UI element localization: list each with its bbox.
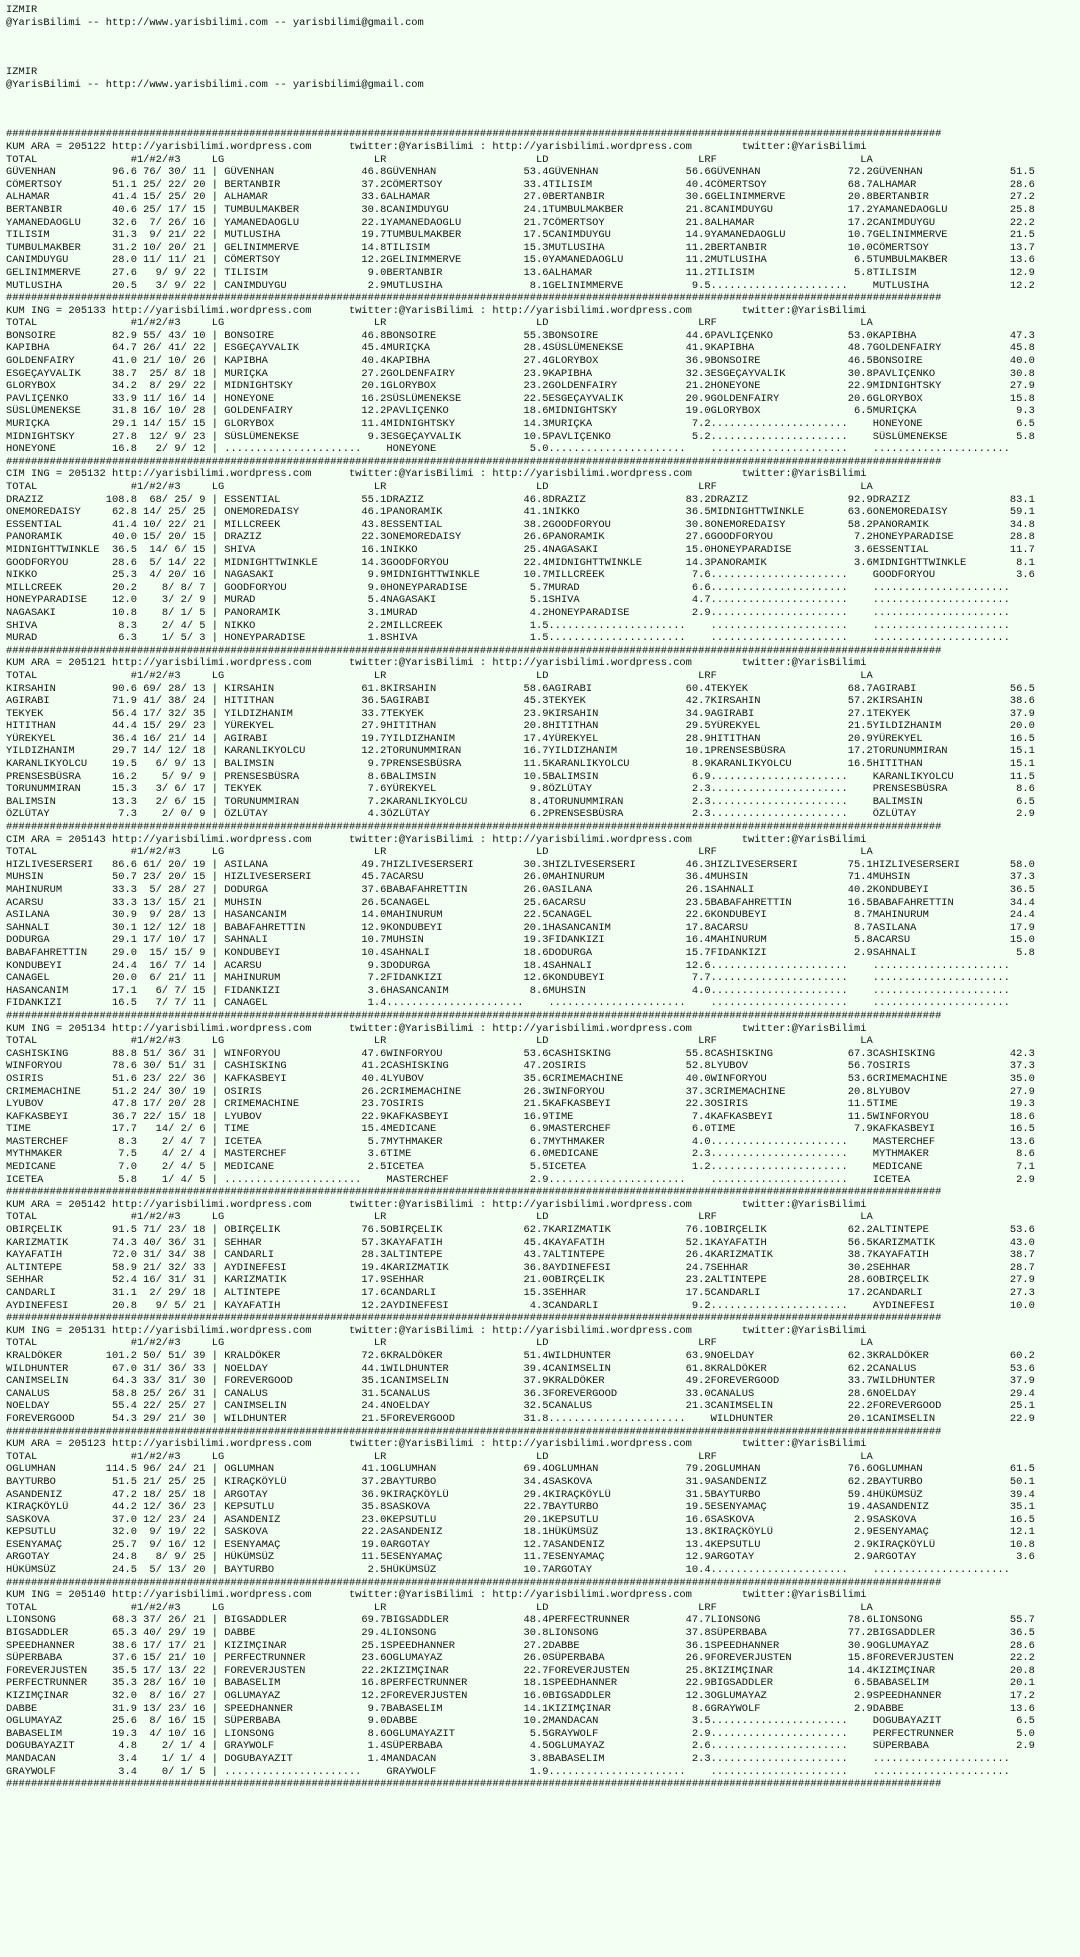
table-row: MUHSIN 50.7 23/ 20/ 15 | HIZLIVESERSERI 45.7ACARSU 26.0MAHINURUM 36.4MUHSIN 71.4MUHSIN 37.3 (6, 871, 1035, 884)
section-separator: ###################################################################################################################################################### (6, 1009, 942, 1022)
table-row: HASANCANIM 17.1 6/ 7/ 15 | FIDANKIZI 3.6HASANCANIM 8.6MUHSIN 4.0...................... ...................... (6, 984, 1010, 997)
table-row: YÜREKYEL 36.4 16/ 21/ 14 | AGIRABI 19.7YILDIZHANIM 17.4YÜREKYEL 28.9HITITHAN 20.9YÜREKYEL 16.5 (6, 732, 1035, 745)
table-row: CANAGEL 20.0 6/ 21/ 11 | MAHINURUM 7.2FIDANKIZI 12.6KONDUBEYI 7.7...................... ...................... (6, 972, 1010, 985)
table-row: MILLCREEK 20.2 8/ 8/ 7 | GOODFORYOU 9.0HONEYPARADISE 5.7MURAD 6.6...................... ...................... (6, 581, 1010, 594)
section-separator: ###################################################################################################################################################### (6, 128, 942, 141)
table-row: OBIRÇELIK 91.5 71/ 23/ 18 | OBIRÇELIK 76.5OBIRÇELIK 62.7KARIZMATIK 76.1OBIRÇELIK 62.2ALTINTEPE 53.6 (6, 1224, 1035, 1237)
table-row: KIRAÇKÖYLÜ 44.2 12/ 36/ 23 | KEPSUTLU 35.8SASKOVA 22.7BAYTURBO 19.5ESENYAMAÇ 19.4ASANDENIZ 35.1 (6, 1501, 1035, 1514)
table-row: CANALUS 58.8 25/ 26/ 31 | CANALUS 31.5CANALUS 36.3FOREVERGOOD 33.0CANALUS 28.6NOELDAY 29.4 (6, 1387, 1035, 1400)
column-header: TOTAL #1/#2/#3 LG LR LD LRF LA (6, 1450, 873, 1463)
table-row: NAGASAKI 10.8 8/ 1/ 5 | PANORAMIK 3.1MURAD 4.2HONEYPARADISE 2.9...................... ...................... (6, 606, 1010, 619)
table-row: MUTLUSIHA 20.5 3/ 9/ 22 | CANIMDUYGU 2.9MUTLUSIHA 8.1GELINIMMERVE 9.5...................... MUTLUSIHA 12.2 (6, 279, 1035, 292)
table-row: MASTERCHEF 8.3 2/ 4/ 7 | ICETEA 5.7MYTHMAKER 6.7MYTHMAKER 4.0...................... MASTERCHEF 13.6 (6, 1135, 1035, 1148)
section-separator: ###################################################################################################################################################### (6, 1186, 942, 1199)
table-row: HITITHAN 44.4 15/ 29/ 23 | YÜREKYEL 27.9HITITHAN 20.8HITITHAN 29.5YÜREKYEL 21.5YILDIZHANIM 20.0 (6, 720, 1035, 733)
table-row: BERTANBIR 40.6 25/ 17/ 15 | TUMBULMAKBER 30.8CANIMDUYGU 24.1TUMBULMAKBER 21.8CANIMDUYGU 17.2YAMANEDAOGLU 25.8 (6, 203, 1035, 216)
section-title: KUM ING = 205133 http://yarisbilimi.wordpress.com twitter:@YarisBilimi : http://yarisbilimi.wordpress.com twitter:@YarisBilimi (6, 304, 867, 317)
table-row: ESENYAMAÇ 25.7 9/ 16/ 12 | ESENYAMAÇ 19.0ARGOTAY 12.7ASANDENIZ 13.4KEPSUTLU 2.9KIRAÇKÖYLÜ 10.8 (6, 1538, 1035, 1551)
section-title: KUM ING = 205131 http://yarisbilimi.wordpress.com twitter:@YarisBilimi : http://yarisbilimi.wordpress.com twitter:@YarisBilimi (6, 1324, 867, 1337)
section-separator: ###################################################################################################################################################### (6, 821, 942, 834)
table-row: MANDACAN 3.4 1/ 1/ 4 | DOGUBAYAZIT 1.4MANDACAN 3.8BABASELIM 2.3...................... ...................... (6, 1752, 1010, 1765)
column-header: TOTAL #1/#2/#3 LG LR LD LRF LA (6, 1337, 873, 1350)
table-row: FIDANKIZI 16.5 7/ 7/ 11 | CANAGEL 1.4...................... ...................... ...................... ...................... (6, 997, 1010, 1010)
table-row: CASHISKING 88.8 51/ 36/ 31 | WINFORYOU 47.6WINFORYOU 53.6CASHISKING 55.8CASHISKING 67.3CASHISKING 42.3 (6, 1047, 1035, 1060)
table-row: BABASELIM 19.3 4/ 10/ 16 | LIONSONG 8.6OGLUMAYAZIT 5.5GRAYWOLF 2.9...................... PERFECTRUNNER 5.0 (6, 1727, 1035, 1740)
column-header: TOTAL #1/#2/#3 LG LR LD LRF LA (6, 317, 873, 330)
table-row: SASKOVA 37.0 12/ 23/ 24 | ASANDENIZ 23.0KEPSUTLU 20.1KEPSUTLU 16.6SASKOVA 2.9SASKOVA 16.5 (6, 1513, 1035, 1526)
section-separator: ###################################################################################################################################################### (6, 1576, 942, 1589)
section-title: KUM ARA = 205122 http://yarisbilimi.wordpress.com twitter:@YarisBilimi : http://yarisbilimi.wordpress.com twitter:@YarisBilimi (6, 140, 867, 153)
table-row: DABBE 31.9 13/ 23/ 16 | SPEEDHANNER 9.7BABASELIM 14.1KIZIMÇINAR 8.6GRAYWOLF 2.9DABBE 13.6 (6, 1702, 1035, 1715)
table-row: LIONSONG 68.3 37/ 26/ 21 | BIGSADDLER 69.7BIGSADDLER 48.4PERFECTRUNNER 47.7LIONSONG 78.6LIONSONG 55.7 (6, 1614, 1035, 1627)
table-row: GLORYBOX 34.2 8/ 29/ 22 | MIDNIGHTSKY 20.1GLORYBOX 23.2GOLDENFAIRY 21.2HONEYONE 22.9MIDNIGHTSKY 27.9 (6, 380, 1035, 393)
table-row: KARANLIKYOLCU 19.5 6/ 9/ 13 | BALIMSIN 9.7PRENSESBÜSRA 11.5KARANLIKYOLCU 8.9KARANLIKYOLCU 16.5HITITHAN 15.1 (6, 758, 1035, 771)
table-row: ASANDENIZ 47.2 18/ 25/ 18 | ARGOTAY 36.9KIRAÇKÖYLÜ 29.4KIRAÇKÖYLÜ 31.5BAYTURBO 59.4HÜKÜMSÜZ 39.4 (6, 1488, 1035, 1501)
section-separator: ###################################################################################################################################################### (6, 455, 942, 468)
table-row: KAPIBHA 64.7 26/ 41/ 22 | ESGEÇAYVALIK 45.4MURIÇKA 28.4SÜSLÜMENEKSE 41.9KAPIBHA 48.7GOLDENFAIRY 45.8 (6, 342, 1035, 355)
column-header: TOTAL #1/#2/#3 LG LR LD LRF LA (6, 481, 873, 493)
table-row: FOREVERJUSTEN 35.5 17/ 13/ 22 | FOREVERJUSTEN 22.2KIZIMÇINAR 22.7FOREVERJUSTEN 25.8KIZIMÇINAR 14.4KIZIMÇINAR 20.8 (6, 1664, 1035, 1677)
column-header: TOTAL #1/#2/#3 LG LR LD LRF LA (6, 669, 873, 682)
table-row: BABAFAHRETTIN 29.0 15/ 15/ 9 | KONDUBEYI 10.4SAHNALI 18.6DODURGA 15.7FIDANKIZI 2.9SAHNALI 5.8 (6, 946, 1035, 959)
table-row: OSIRIS 51.6 23/ 22/ 36 | KAFKASBEYI 40.4LYUBOV 35.6CRIMEMACHINE 40.0WINFORYOU 53.6CRIMEMACHINE 35.0 (6, 1072, 1035, 1085)
table-row: MIDNIGHTSKY 27.8 12/ 9/ 23 | SÜSLÜMENEKSE 9.3ESGEÇAYVALIK 10.5PAVLIÇENKO 5.2...................... SÜSLÜMENEKSE 5.8 (6, 430, 1035, 443)
table-row: NIKKO 25.3 4/ 20/ 16 | NAGASAKI 9.9MIDNIGHTTWINKLE 10.7MILLCREEK 7.6...................... GOODFORYOU 3.6 (6, 569, 1035, 582)
table-row: SÜPERBABA 37.6 15/ 21/ 10 | PERFECTRUNNER 23.6OGLUMAYAZ 26.0SÜPERBABA 26.9FOREVERJUSTEN 15.8FOREVERJUSTEN 22.2 (6, 1652, 1035, 1665)
table-row: GELINIMMERVE 27.6 9/ 9/ 22 | TILISIM 9.0BERTANBIR 13.6ALHAMAR 11.2TILISIM 5.8TILISIM 12.9 (6, 266, 1035, 279)
section-separator: ###################################################################################################################################################### (6, 644, 942, 657)
column-header: TOTAL #1/#2/#3 LG LR LD LRF LA (6, 1035, 873, 1048)
column-header: TOTAL #1/#2/#3 LG LR LD LRF LA (6, 153, 873, 166)
table-row: ESSENTIAL 41.4 10/ 22/ 21 | MILLCREEK 43.8ESSENTIAL 38.2GOODFORYOU 30.8ONEMOREDAISY 58.2PANORAMIK 34.8 (6, 518, 1035, 531)
table-row: GÜVENHAN 96.6 76/ 30/ 11 | GÜVENHAN 46.8GÜVENHAN 53.4GÜVENHAN 56.6GÜVENHAN 72.2GÜVENHAN 51.5 (6, 166, 1035, 179)
table-row: BALIMSIN 13.3 2/ 6/ 15 | TORUNUMMIRAN 7.2KARANLIKYOLCU 8.4TORUNUMMIRAN 2.3...................... BALIMSIN 6.5 (6, 795, 1035, 808)
table-row: CANIMDUYGU 28.0 11/ 11/ 21 | CÖMERTSOY 12.2GELINIMMERVE 15.0YAMANEDAOGLU 11.2MUTLUSIHA 6.5TUMBULMAKBER 13.6 (6, 254, 1035, 267)
table-row: KIRSAHIN 90.6 69/ 28/ 13 | KIRSAHIN 61.8KIRSAHIN 58.6AGIRABI 60.4TEKYEK 68.7AGIRABI 56.5 (6, 682, 1035, 695)
table-row: MYTHMAKER 7.5 4/ 2/ 4 | MASTERCHEF 3.6TIME 6.0MEDICANE 2.3...................... MYTHMAKER 8.6 (6, 1148, 1035, 1161)
table-row: ÖZLÜTAY 7.3 2/ 0/ 9 | ÖZLÜTAY 4.3ÖZLÜTAY 6.2PRENSESBÜSRA 2.3...................... ÖZLÜTAY 2.9 (6, 808, 1035, 821)
table-row: WINFORYOU 78.6 30/ 51/ 31 | CASHISKING 41.2CASHISKING 47.2OSIRIS 52.8LYUBOV 56.7OSIRIS 37.3 (6, 1060, 1035, 1073)
table-row: KIZIMÇINAR 32.0 8/ 16/ 27 | OGLUMAYAZ 12.2FOREVERJUSTEN 16.0BIGSADDLER 12.3OGLUMAYAZ 2.9SPEEDHANNER 17.2 (6, 1690, 1035, 1702)
table-row: KRALDÖKER 101.2 50/ 51/ 39 | KRALDÖKER 72.6KRALDÖKER 51.4WILDHUNTER 63.9NOELDAY 62.3KRALDÖKER 60.2 (6, 1349, 1035, 1362)
table-row: MURAD 6.3 1/ 5/ 3 | HONEYPARADISE 1.8SHIVA 1.5...................... ...................... ...................... (6, 632, 1010, 645)
table-row: KAYAFATIH 72.0 31/ 34/ 38 | CANDARLI 28.3ALTINTEPE 43.7ALTINTEPE 26.4KARIZMATIK 38.7KAYAFATIH 38.7 (6, 1249, 1035, 1262)
table-row: MEDICANE 7.0 2/ 4/ 5 | MEDICANE 2.5ICETEA 5.5ICETEA 1.2...................... MEDICANE 7.1 (6, 1161, 1035, 1174)
table-row: CANIMSELIN 64.3 33/ 31/ 30 | FOREVERGOOD 35.1CANIMSELIN 37.9KRALDÖKER 49.2FOREVERGOOD 33.7WILDHUNTER 37.9 (6, 1375, 1035, 1388)
table-row: AYDINEFESI 20.8 9/ 5/ 21 | KAYAFATIH 12.2AYDINEFESI 4.3CANDARLI 9.2...................... AYDINEFESI 10.0 (6, 1299, 1035, 1312)
table-row: AGIRABI 71.9 41/ 38/ 24 | HITITHAN 36.5AGIRABI 45.3TEKYEK 42.7KIRSAHIN 57.2KIRSAHIN 38.6 (6, 695, 1035, 708)
table-row: ONEMOREDAISY 62.8 14/ 25/ 25 | ONEMOREDAISY 46.1PANORAMIK 41.1NIKKO 36.5MIDNIGHTTWINKLE 63.6ONEMOREDAISY 59.1 (6, 506, 1035, 519)
table-row: PRENSESBÜSRA 16.2 5/ 9/ 9 | PRENSESBÜSRA 8.6BALIMSIN 10.5BALIMSIN 6.9...................... KARANLIKYOLCU 11.5 (6, 770, 1035, 783)
table-row: DODURGA 29.1 17/ 10/ 17 | SAHNALI 10.7MUHSIN 19.3FIDANKIZI 16.4MAHINURUM 5.8ACARSU 15.0 (6, 934, 1035, 947)
table-row: FOREVERGOOD 54.3 29/ 21/ 30 | WILDHUNTER 21.5FOREVERGOOD 31.8...................... WILDHUNTER 20.1CANIMSELIN 22.9 (6, 1412, 1035, 1425)
column-header: TOTAL #1/#2/#3 LG LR LD LRF LA (6, 846, 873, 859)
table-row: GOODFORYOU 28.6 5/ 14/ 22 | MIDNIGHTTWINKLE 14.3GOODFORYOU 22.4MIDNIGHTTWINKLE 14.3PANORAMIK 3.6MIDNIGHTTWINKLE 8.1 (6, 556, 1035, 569)
table-row: HONEYPARADISE 12.0 3/ 2/ 9 | MURAD 5.4NAGASAKI 5.1SHIVA 4.7...................... ...................... (6, 594, 1010, 607)
table-row: BONSOIRE 82.9 55/ 43/ 10 | BONSOIRE 46.8BONSOIRE 55.3BONSOIRE 44.6PAVLIÇENKO 53.0KAPIBHA 47.3 (6, 329, 1035, 342)
table-row: PERFECTRUNNER 35.3 28/ 16/ 10 | BABASELIM 16.8PERFECTRUNNER 18.1SPEEDHANNER 22.9BIGSADDLER 6.5BABASELIM 20.1 (6, 1677, 1035, 1690)
city-title: IZMIR (6, 4, 38, 16)
section-title: KUM ARA = 205123 http://yarisbilimi.wordpress.com twitter:@YarisBilimi : http://yarisbilimi.wordpress.com twitter:@YarisBilimi (6, 1438, 867, 1451)
table-row: SÜSLÜMENEKSE 31.8 16/ 10/ 28 | GOLDENFAIRY 12.2PAVLIÇENKO 18.6MIDNIGHTSKY 19.0GLORYBOX 6.5MURIÇKA 9.3 (6, 405, 1035, 418)
table-row: ASILANA 30.9 9/ 28/ 13 | HASANCANIM 14.0MAHINURUM 22.5CANAGEL 22.6KONDUBEYI 8.7MAHINURUM 24.4 (6, 909, 1035, 922)
table-row: MURIÇKA 29.1 14/ 15/ 15 | GLORYBOX 11.4MIDNIGHTSKY 14.3MURIÇKA 7.2...................... HONEYONE 6.5 (6, 418, 1035, 431)
section-separator: ###################################################################################################################################################### (6, 1778, 942, 1791)
table-row: KAFKASBEYI 36.7 22/ 15/ 18 | LYUBOV 22.9KAFKASBEYI 16.9TIME 7.4KAFKASBEYI 11.5WINFORYOU 18.6 (6, 1110, 1035, 1123)
table-row: YAMANEDAOGLU 32.6 7/ 26/ 16 | YAMANEDAOGLU 22.1YAMANEDAOGLU 21.7CÖMERTSOY 21.8ALHAMAR 17.2CANIMDUYGU 22.2 (6, 216, 1035, 229)
table-row: HÜKÜMSÜZ 24.5 5/ 13/ 20 | BAYTURBO 2.5HÜKÜMSÜZ 10.7ARGOTAY 10.4...................... ...................... (6, 1564, 1010, 1577)
table-row: MAHINURUM 33.3 5/ 28/ 27 | DODURGA 37.6BABAFAHRETTIN 26.0ASILANA 26.1SAHNALI 40.2KONDUBEYI 36.5 (6, 884, 1035, 896)
section-title: CIM ING = 205132 http://yarisbilimi.wordpress.com twitter:@YarisBilimi : http://yarisbilimi.wordpress.com twitter:@YarisBilimi (6, 468, 867, 481)
table-row: SPEEDHANNER 38.6 17/ 17/ 21 | KIZIMÇINAR 25.1SPEEDHANNER 27.2DABBE 36.1SPEEDHANNER 30.9OGLUMAYAZ 28.6 (6, 1639, 1035, 1652)
table-row: WILDHUNTER 67.0 31/ 36/ 33 | NOELDAY 44.1WILDHUNTER 39.4CANIMSELIN 61.8KRALDÖKER 62.2CANALUS 53.6 (6, 1362, 1035, 1375)
table-row: GRAYWOLF 3.4 0/ 1/ 5 | ...................... GRAYWOLF 1.9...................... ...................... ...................... (6, 1765, 1010, 1778)
section-title: CIM ARA = 205143 http://yarisbilimi.wordpress.com twitter:@YarisBilimi : http://yarisbilimi.wordpress.com twitter:@YarisBilimi (6, 833, 867, 846)
table-row: TIME 17.7 14/ 2/ 6 | TIME 15.4MEDICANE 6.9MASTERCHEF 6.0TIME 7.9KAFKASBEYI 16.5 (6, 1123, 1035, 1136)
table-row: TEKYEK 56.4 17/ 32/ 35 | YILDIZHANIM 33.7TEKYEK 23.9KIRSAHIN 34.9AGIRABI 27.1TEKYEK 37.9 (6, 707, 1035, 720)
section-title: KUM ING = 205140 http://yarisbilimi.wordpress.com twitter:@YarisBilimi : http://yarisbilimi.wordpress.com twitter:@YarisBilimi (6, 1589, 867, 1602)
table-row: TUMBULMAKBER 31.2 10/ 20/ 21 | GELINIMMERVE 14.8TILISIM 15.3MUTLUSIHA 11.2BERTANBIR 10.0CÖMERTSOY 13.7 (6, 241, 1035, 254)
table-row: NOELDAY 55.4 22/ 25/ 27 | CANIMSELIN 24.4NOELDAY 32.5CANALUS 21.3CANIMSELIN 22.2FOREVERGOOD 25.1 (6, 1400, 1035, 1413)
section-title: KUM ARA = 205121 http://yarisbilimi.wordpress.com twitter:@YarisBilimi : http://yarisbilimi.wordpress.com twitter:@YarisBilimi (6, 657, 867, 670)
table-row: PAVLIÇENKO 33.9 11/ 16/ 14 | HONEYONE 16.2SÜSLÜMENEKSE 22.5ESGEÇAYVALIK 20.9GOLDENFAIRY 20.6GLORYBOX 15.8 (6, 392, 1035, 405)
section-title: KUM ING = 205134 http://yarisbilimi.wordpress.com twitter:@YarisBilimi : http://yarisbilimi.wordpress.com twitter:@YarisBilimi (6, 1022, 867, 1035)
table-row: BIGSADDLER 65.3 40/ 29/ 19 | DABBE 29.4LIONSONG 30.8LIONSONG 37.8SÜPERBABA 77.2BIGSADDLER 36.5 (6, 1627, 1035, 1640)
table-row: ICETEA 5.8 1/ 4/ 5 | ...................... MASTERCHEF 2.9...................... ...................... ICETEA 2.9 (6, 1173, 1035, 1186)
table-row: DRAZIZ 108.8 68/ 25/ 9 | ESSENTIAL 55.1DRAZIZ 46.8DRAZIZ 83.2DRAZIZ 92.9DRAZIZ 83.1 (6, 493, 1035, 506)
race-sections (6, 128, 1074, 1790)
table-row: GOLDENFAIRY 41.0 21/ 10/ 26 | KAPIBHA 40.4KAPIBHA 27.4GLORYBOX 36.9BONSOIRE 46.5BONSOIRE 40.0 (6, 355, 1035, 368)
table-row: TILISIM 31.3 9/ 21/ 22 | MUTLUSIHA 19.7TUMBULMAKBER 17.5CANIMDUYGU 14.9YAMANEDAOGLU 10.7GELINIMMERVE 21.5 (6, 229, 1035, 242)
credit-line: @YarisBilimi -- http://www.yarisbilimi.com -- yarisbilimi@gmail.com (6, 16, 424, 29)
table-row: ALTINTEPE 58.9 21/ 32/ 33 | AYDINEFESI 19.4KARIZMATIK 36.8AYDINEFESI 24.7SEHHAR 30.2SEHHAR 28.7 (6, 1261, 1035, 1274)
table-row: OGLUMAYAZ 25.6 8/ 16/ 15 | SÜPERBABA 9.0DABBE 10.2MANDACAN 3.5...................... DOGUBAYAZIT 6.5 (6, 1715, 1035, 1728)
table-row: TORUNUMMIRAN 15.3 3/ 6/ 17 | TEKYEK 7.6YÜREKYEL 9.8ÖZLÜTAY 2.3...................... PRENSESBÜSRA 8.6 (6, 783, 1035, 796)
table-row: CÖMERTSOY 51.1 25/ 22/ 20 | BERTANBIR 37.2CÖMERTSOY 33.4TILISIM 40.4CÖMERTSOY 68.7ALHAMAR 28.6 (6, 178, 1035, 191)
table-row: OGLUMHAN 114.5 96/ 24/ 21 | OGLUMHAN 41.1OGLUMHAN 69.4OGLUMHAN 79.2OGLUMHAN 76.6OGLUMHAN 61.5 (6, 1463, 1035, 1476)
table-row: MIDNIGHTTWINKLE 36.5 14/ 6/ 15 | SHIVA 16.1NIKKO 25.4NAGASAKI 15.0HONEYPARADISE 3.6ESSENTIAL 11.7 (6, 543, 1035, 556)
column-header: TOTAL #1/#2/#3 LG LR LD LRF LA (6, 1211, 873, 1224)
table-row: SAHNALI 30.1 12/ 12/ 18 | BABAFAHRETTIN 12.9KONDUBEYI 20.1HASANCANIM 17.8ACARSU 8.7ASILANA 17.9 (6, 921, 1035, 934)
credit-line-repeat: @YarisBilimi -- http://www.yarisbilimi.com -- yarisbilimi@gmail.com (6, 78, 424, 91)
table-row: BAYTURBO 51.5 21/ 25/ 25 | KIRAÇKÖYLÜ 37.2BAYTURBO 34.4SASKOVA 31.9ASANDENIZ 62.2BAYTURBO 50.1 (6, 1475, 1035, 1488)
table-row: DOGUBAYAZIT 4.8 2/ 1/ 4 | GRAYWOLF 1.4SÜPERBABA 4.5OGLUMAYAZ 2.6...................... SÜPERBABA 2.9 (6, 1740, 1035, 1753)
table-row: YILDIZHANIM 29.7 14/ 12/ 18 | KARANLIKYOLCU 12.2TORUNUMMIRAN 16.7YILDIZHANIM 10.1PRENSESBÜSRA 17.2TORUNUMMIRAN 15.1 (6, 745, 1035, 758)
table-row: ALHAMAR 41.4 15/ 25/ 20 | ALHAMAR 33.6ALHAMAR 27.0BERTANBIR 30.6GELINIMMERVE 20.8BERTANBIR 27.2 (6, 191, 1035, 204)
table-row: HIZLIVESERSERI 86.6 61/ 20/ 19 | ASILANA 49.7HIZLIVESERSERI 30.3HIZLIVESERSERI 46.3HIZLIVESERSERI 75.1HIZLIVESERSERI 58.0 (6, 858, 1035, 871)
table-row: KARIZMATIK 74.3 40/ 36/ 31 | SEHHAR 57.3KAYAFATIH 45.4KAYAFATIH 52.1KAYAFATIH 56.5KARIZMATIK 43.0 (6, 1236, 1035, 1249)
table-row: ESGEÇAYVALIK 38.7 25/ 8/ 18 | MURIÇKA 27.2GOLDENFAIRY 23.9KAPIBHA 32.3ESGEÇAYVALIK 30.8PAVLIÇENKO 30.8 (6, 367, 1035, 380)
section-title: KUM ARA = 205142 http://yarisbilimi.wordpress.com twitter:@YarisBilimi : http://yarisbilimi.wordpress.com twitter:@YarisBilimi (6, 1198, 867, 1211)
header-gap (6, 29, 1074, 66)
table-row: CANDARLI 31.1 2/ 29/ 18 | ALTINTEPE 17.6CANDARLI 15.3SEHHAR 17.5CANDARLI 17.2CANDARLI 27.3 (6, 1287, 1035, 1299)
table-row: KONDUBEYI 24.4 16/ 7/ 14 | ACARSU 9.3DODURGA 18.4SAHNALI 12.6...................... ...................... (6, 959, 1010, 972)
table-row: LYUBOV 47.8 17/ 20/ 28 | CRIMEMACHINE 23.7OSIRIS 21.5KAFKASBEYI 22.3OSIRIS 11.5TIME 19.3 (6, 1098, 1035, 1111)
table-row: PANORAMIK 40.0 15/ 20/ 15 | DRAZIZ 22.3ONEMOREDAISY 26.6PANORAMIK 27.6GOODFORYOU 7.2HONEYPARADISE 28.8 (6, 531, 1035, 544)
table-row: ACARSU 33.3 13/ 15/ 21 | MUHSIN 26.5CANAGEL 25.6ACARSU 23.5BABAFAHRETTIN 16.5BABAFAHRETTIN 34.4 (6, 896, 1035, 909)
table-row: HONEYONE 16.8 2/ 9/ 12 | ...................... HONEYONE 5.0...................... ...................... ...................... (6, 443, 1010, 456)
table-row: SEHHAR 52.4 16/ 31/ 31 | KARIZMATIK 17.9SEHHAR 21.0OBIRÇELIK 23.2ALTINTEPE 28.6OBIRÇELIK 27.9 (6, 1274, 1035, 1287)
table-row: SHIVA 8.3 2/ 4/ 5 | NIKKO 2.2MILLCREEK 1.5...................... ...................... ...................... (6, 619, 1010, 632)
header-gap-2 (6, 91, 1074, 128)
table-row: KEPSUTLU 32.0 9/ 19/ 22 | SASKOVA 22.2ASANDENIZ 18.1HÜKÜMSÜZ 13.8KIRAÇKÖYLÜ 2.9ESENYAMAÇ 12.1 (6, 1526, 1035, 1539)
table-row: ARGOTAY 24.8 8/ 9/ 25 | HÜKÜMSÜZ 11.5ESENYAMAÇ 11.7ESENYAMAÇ 12.9ARGOTAY 2.9ARGOTAY 3.6 (6, 1551, 1035, 1564)
column-header: TOTAL #1/#2/#3 LG LR LD LRF LA (6, 1601, 873, 1614)
section-separator: ###################################################################################################################################################### (6, 1312, 942, 1325)
city-title-repeat: IZMIR (6, 66, 38, 79)
section-separator: ###################################################################################################################################################### (6, 1425, 942, 1438)
table-row: CRIMEMACHINE 51.2 24/ 30/ 19 | OSIRIS 26.2CRIMEMACHINE 26.3WINFORYOU 37.3CRIMEMACHINE 20.8LYUBOV 27.9 (6, 1085, 1035, 1098)
section-separator: ###################################################################################################################################################### (6, 292, 942, 305)
